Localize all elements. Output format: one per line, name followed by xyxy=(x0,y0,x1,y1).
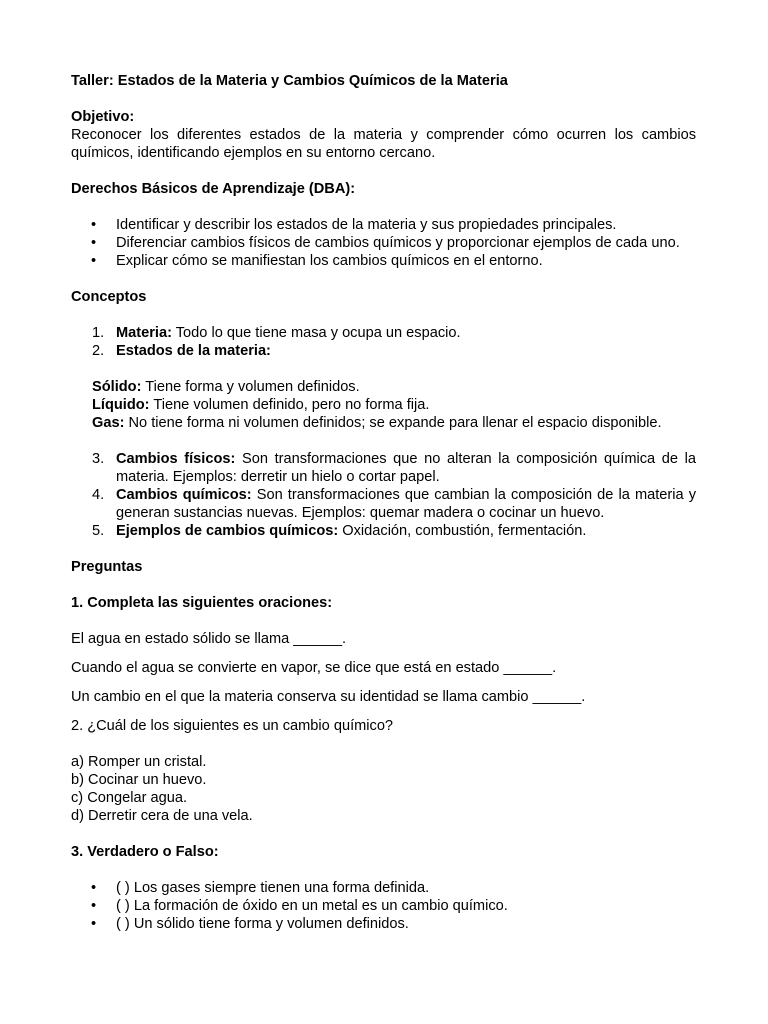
concepts-list-a xyxy=(71,324,696,360)
true-false-list xyxy=(71,879,696,933)
state-text: Tiene volumen definido, pero no forma fija. xyxy=(149,397,430,413)
questions-heading: Preguntas xyxy=(71,559,143,575)
fill-in-sentence: Cuando el agua se convierte en vapor, se dice que está en estado ______. xyxy=(71,660,557,676)
option-item: c) Congelar agua. xyxy=(71,790,188,806)
state-line xyxy=(92,396,696,414)
true-false-item: • ( ) Un sólido tiene forma y volumen definidos. xyxy=(71,915,696,933)
option-item: d) Derretir cera de una vela. xyxy=(71,808,253,824)
concept-item xyxy=(71,324,696,342)
concept-term: Materia: xyxy=(116,325,172,341)
question-1-heading: 1. Completa las siguientes oraciones: xyxy=(71,595,333,611)
state-text: Tiene forma y volumen definidos. xyxy=(141,379,360,395)
state-term: Líquido: xyxy=(92,397,150,413)
concepts-heading: Conceptos xyxy=(71,289,147,305)
dba-list xyxy=(71,216,696,270)
concept-term: Cambios físicos: xyxy=(116,451,236,467)
option-item: b) Cocinar un huevo. xyxy=(71,772,207,788)
question-2-heading: 2. ¿Cuál de los siguientes es un cambio químico? xyxy=(71,718,394,734)
state-term: Sólido: xyxy=(92,379,142,395)
question-3-heading: 3. Verdadero o Falso: xyxy=(71,844,219,860)
dba-item: • Explicar cómo se manifiestan los cambios químicos en el entorno. xyxy=(71,252,696,270)
concept-item xyxy=(71,342,696,360)
dba-heading: Derechos Básicos de Aprendizaje (DBA): xyxy=(71,181,356,197)
objective-heading: Objetivo: xyxy=(71,109,135,125)
question-2-options xyxy=(71,753,696,825)
concept-text: Oxidación, combustión, fermentación. xyxy=(338,523,587,539)
state-line xyxy=(92,378,696,396)
concept-item xyxy=(71,450,696,486)
concept-term: Estados de la materia: xyxy=(116,343,271,359)
concept-text: Todo lo que tiene masa y ocupa un espacio. xyxy=(171,325,461,341)
dba-item: • Identificar y describir los estados de la materia y sus propiedades principales. xyxy=(71,216,696,234)
concept-term: Ejemplos de cambios químicos: xyxy=(116,523,339,539)
document-title: Taller: Estados de la Materia y Cambios Químicos de la Materia xyxy=(71,73,508,89)
concept-text: Son transformaciones que no alteran la composición química de la materia. Ejemplos: derretir un hielo o cortar papel. xyxy=(116,451,697,485)
concept-number: 4. xyxy=(92,487,105,503)
true-false-item: • ( ) La formación de óxido en un metal es un cambio químico. xyxy=(71,897,696,915)
concept-number: 5. xyxy=(92,523,105,539)
document-page xyxy=(71,72,696,933)
dba-item: • Diferenciar cambios físicos de cambios químicos y proporcionar ejemplos de cada uno. xyxy=(71,234,696,252)
states-block xyxy=(71,378,696,432)
fill-in-sentence: El agua en estado sólido se llama ______. xyxy=(71,631,347,647)
concept-number: 1. xyxy=(92,325,105,341)
state-line xyxy=(92,414,696,432)
option-item: a) Romper un cristal. xyxy=(71,754,207,770)
true-false-item: • ( ) Los gases siempre tienen una forma definida. xyxy=(71,879,696,897)
state-text: No tiene forma ni volumen definidos; se expande para llenar el espacio disponible. xyxy=(124,415,662,431)
fill-in-sentence: Un cambio en el que la materia conserva su identidad se llama cambio ______. xyxy=(71,689,586,705)
concepts-list-b xyxy=(71,450,696,540)
concept-number: 2. xyxy=(92,343,105,359)
concept-item xyxy=(71,522,696,540)
concept-text: Son transformaciones que cambian la composición de la materia y generan sustancias nuevas. Ejemplos: quemar madera o cocinar un huevo. xyxy=(116,487,697,521)
concept-item xyxy=(71,486,696,522)
concept-number: 3. xyxy=(92,451,105,467)
objective-text: Reconocer los diferentes estados de la materia y comprender cómo ocurren los cambios químicos, identificando ejemplos en su entorno cercano. xyxy=(71,127,696,161)
state-term: Gas: xyxy=(92,415,125,431)
concept-term: Cambios químicos: xyxy=(116,487,252,503)
